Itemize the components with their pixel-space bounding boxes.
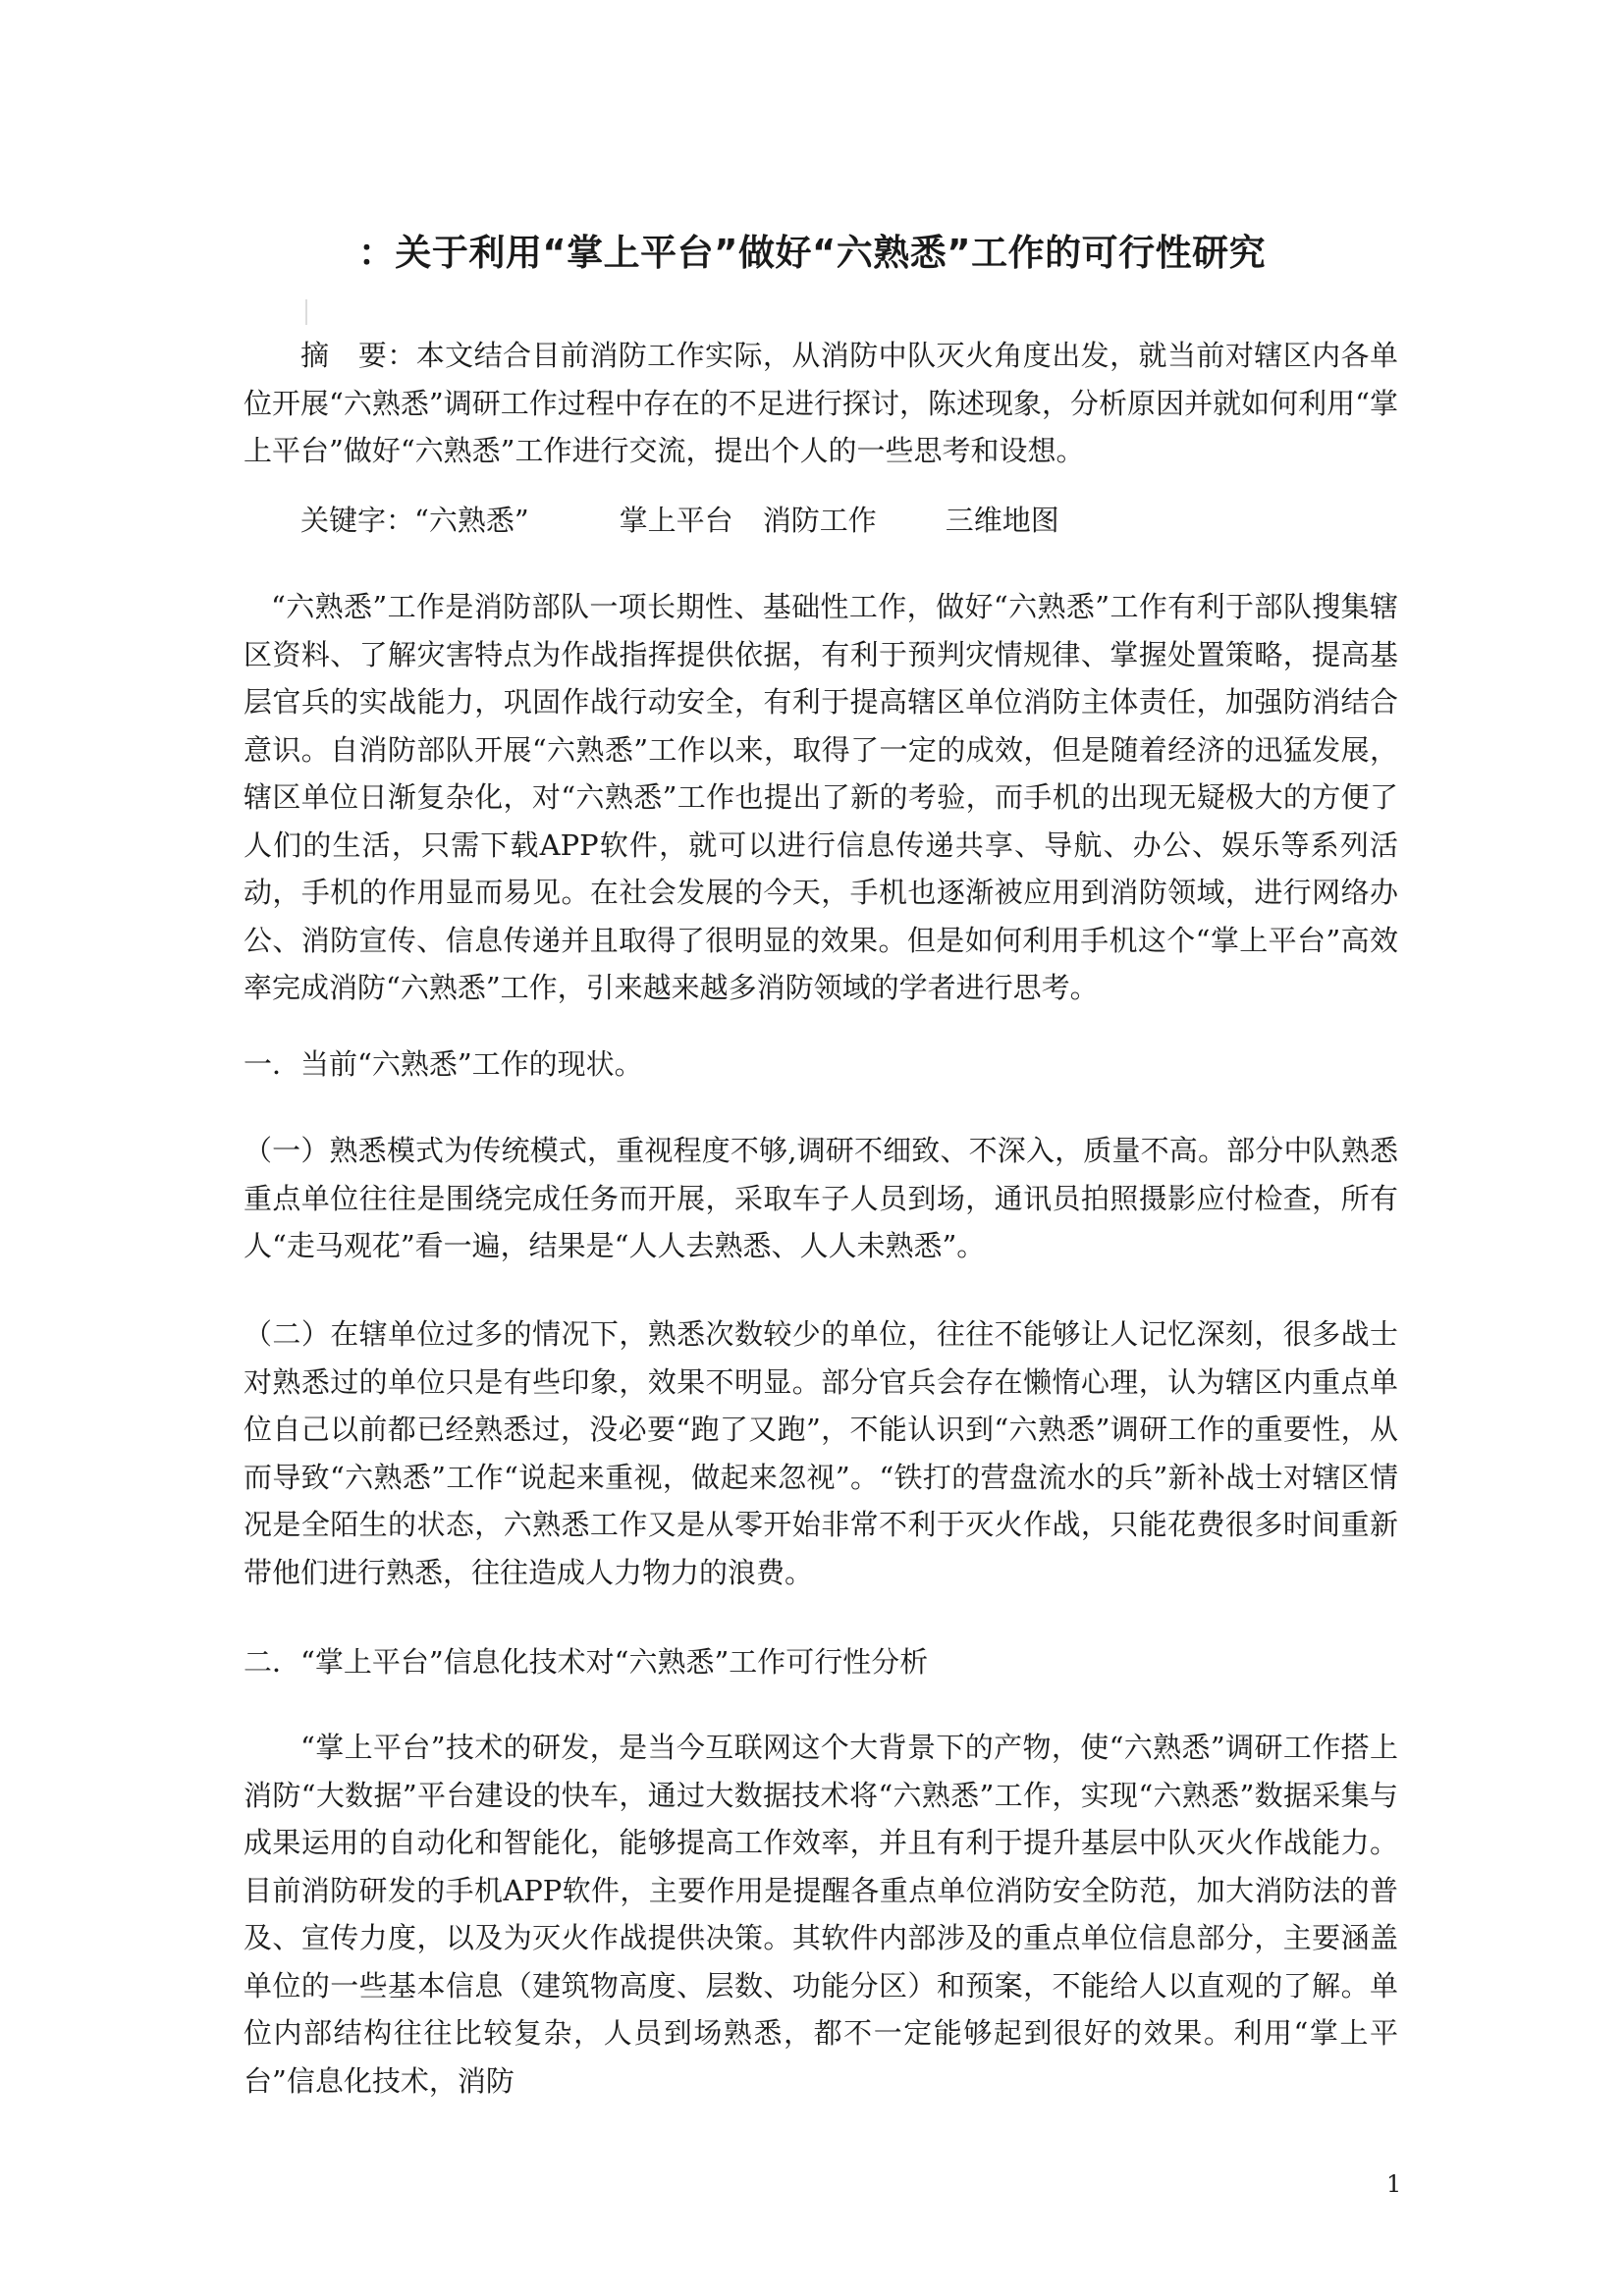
keywords-line — [300, 497, 1059, 544]
section-heading-1: 一．当前“六熟悉”工作的现状。 — [244, 1047, 643, 1081]
section2-paragraph-1: “掌上平台”技术的研发，是当今互联网这个大背景下的产物，使“六熟悉”调研工作搭上消防“大数据”平台建设的快车，通过大数据技术将“六熟悉”工作，实现“六熟悉”数据采集与成果运用的自动化和智能化，能够提高工作效率，并且有利于提升基层中队灭火作战能力。目前消防研发的手机APP软件，主要作用是提醒各重点单位消防安全防范，加大消防法的普及、宣传力度，以及为灭火作战提供决策。其软件内部涉及的重点单位信息部分，主要涵盖单位的一些基本信息（建筑物高度、层数、功能分区）和预案，不能给人以直观的了解。单位内部结构往往比较复杂，人员到场熟悉，都不一定能够起到很好的效果。利用“掌上平台”信息化技术，消防 — [244, 1731, 1398, 2098]
keyword-item: 消防工作 — [762, 504, 877, 537]
intro-paragraph: “六熟悉”工作是消防部队一项长期性、基础性工作，做好“六熟悉”工作有利于部队搜集辖区资料、了解灾害特点为作战指挥提供依据，有利于预判灾情规律、掌握处置策略，提高基层官兵的实战能力，巩固作战行动安全，有利于提高辖区单位消防主体责任，加强防消结合意识。自消防部队开展“六熟悉”工作以来，取得了一定的成效，但是随着经济的迅猛发展，辖区单位日渐复杂化，对“六熟悉”工作也提出了新的考验，而手机的出现无疑极大的方便了人们的生活，只需下载APP软件，就可以进行信息传递共享、导航、办公、娱乐等系列活动，手机的作用显而易见。在社会发展的今天，手机也逐渐被应用到消防领域，进行网络办公、消防宣传、信息传递并且取得了很明显的效果。但是如何利用手机这个“掌上平台”高效率完成消防“六熟悉”工作，引来越来越多消防领域的学者进行思考。 — [244, 590, 1398, 1004]
keywords-label: 关键字： — [300, 504, 415, 537]
section1-paragraph-2: （二）在辖单位过多的情况下，熟悉次数较少的单位，往往不能够让人记忆深刻，很多战士对熟悉过的单位只是有些印象，效果不明显。部分官兵会存在懒惰心理，认为辖区内重点单位自己以前都已经熟悉过，没必要“跑了又跑”，不能认识到“六熟悉”调研工作的重要性，从而导致“六熟悉”工作“说起来重视，做起来忽视”。“铁打的营盘流水的兵”新补战士对辖区情况是全陌生的状态，六熟悉工作又是从零开始非常不利于灭火作战，只能花费很多时间重新带他们进行熟悉，往往造成人力物力的浪费。 — [244, 1317, 1398, 1589]
keyword-item: 掌上平台 — [619, 504, 733, 537]
keyword-item: 三维地图 — [945, 504, 1059, 537]
cursor-mark — [305, 299, 307, 325]
section-heading-2: 二．“掌上平台”信息化技术对“六熟悉”工作可行性分析 — [244, 1645, 929, 1679]
document-title: ：关于利用“掌上平台”做好“六熟悉”工作的可行性研究 — [357, 232, 1267, 274]
page-number: 1 — [1386, 2170, 1402, 2198]
keyword-item: “六熟悉” — [414, 504, 529, 537]
section1-paragraph-1: （一）熟悉模式为传统模式，重视程度不够,调研不细致、不深入，质量不高。部分中队熟悉重点单位往往是围绕完成任务而开展，采取车子人员到场，通讯员拍照摄影应付检查，所有人“走马观花”看一遍，结果是“人人去熟悉、人人未熟悉”。 — [244, 1134, 1398, 1262]
abstract-paragraph: 摘 要：本文结合目前消防工作实际，从消防中队灭火角度出发，就当前对辖区内各单位开展“六熟悉”调研工作过程中存在的不足进行探讨，陈述现象，分析原因并就如何利用“掌上平台”做好“六熟悉”工作进行交流，提出个人的一些思考和设想。 — [244, 339, 1398, 467]
